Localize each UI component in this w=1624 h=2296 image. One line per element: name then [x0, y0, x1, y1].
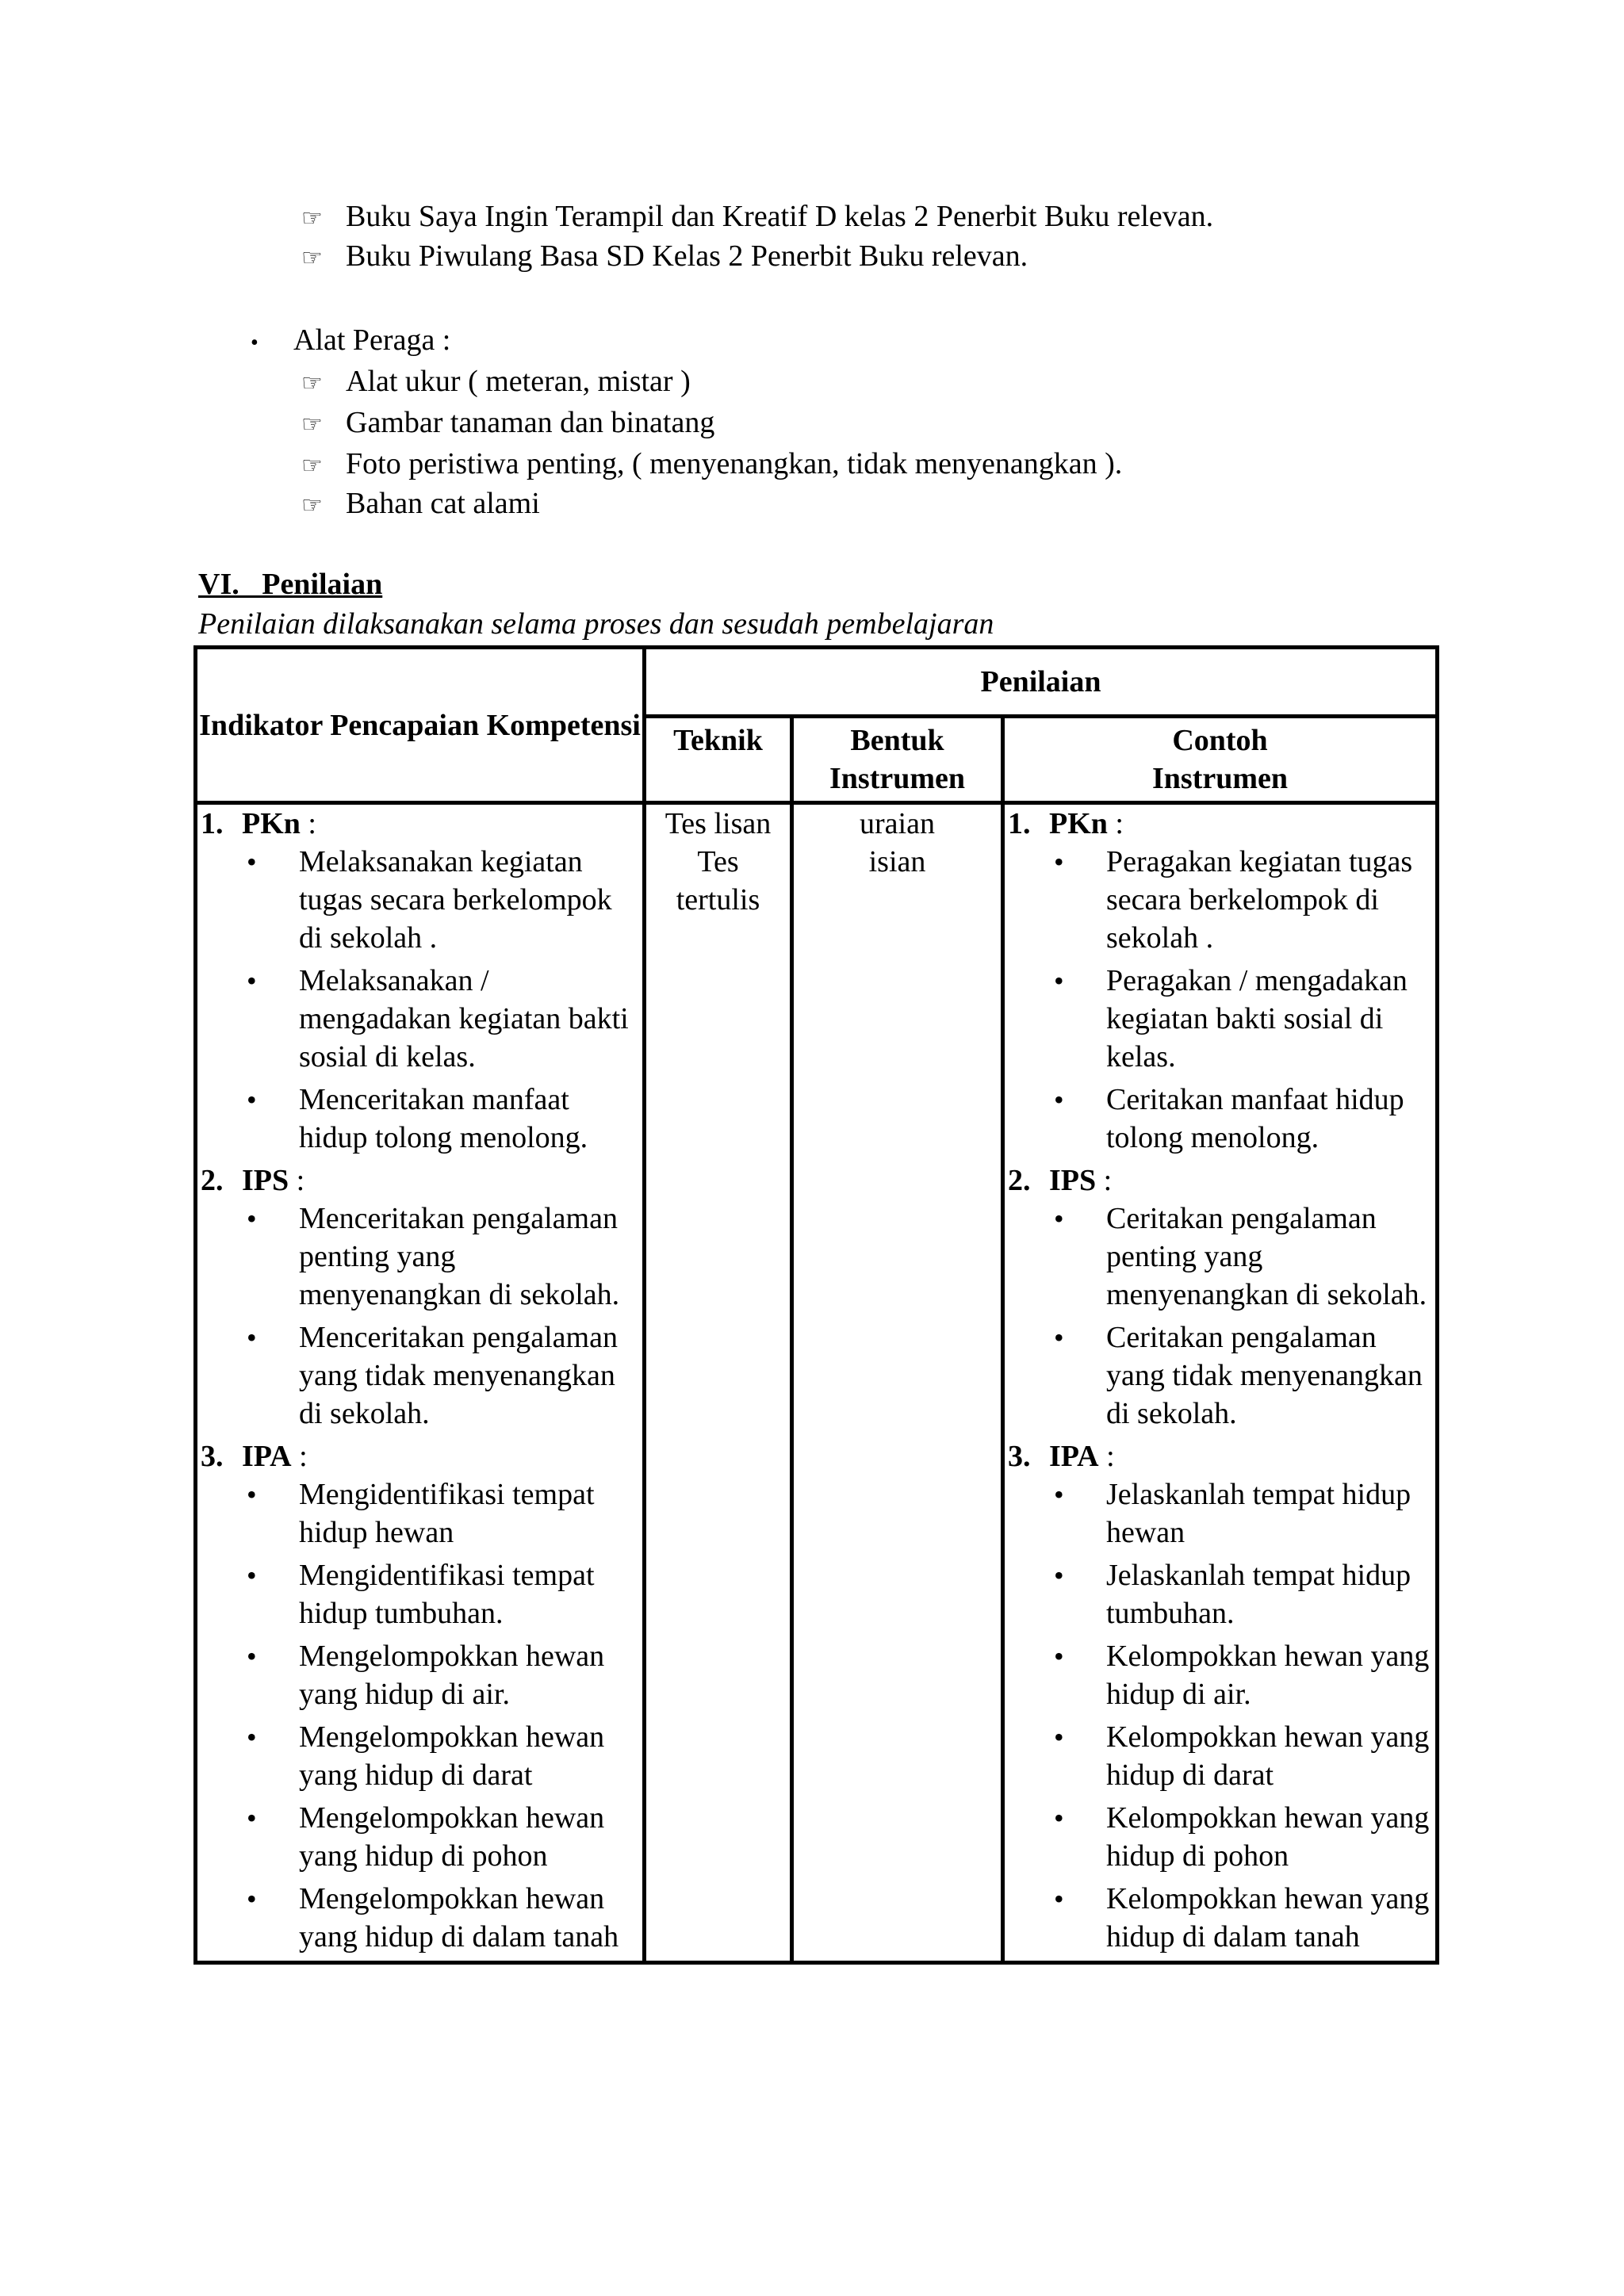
header-contoh: Contoh Instrumen	[1003, 717, 1438, 803]
alat-item: ☞ Bahan cat alami	[301, 484, 540, 526]
subject-name: PKn	[242, 807, 301, 840]
indikator-item: • Mengelompokkan hewan yang hidup di darat	[197, 1718, 642, 1794]
book-item: ☞ Buku Piwulang Basa SD Kelas 2 Penerbit Buku relevan.	[301, 236, 1028, 278]
pointing-hand-icon: ☞	[301, 245, 323, 271]
contoh-cell	[1003, 803, 1438, 1963]
contoh-item: • Kelompokkan hewan yang hidup di dalam tanah	[1005, 1880, 1435, 1956]
assessment-table	[193, 645, 1439, 1965]
indikator-item: • Mengelompokkan hewan yang hidup di dalam tanah	[197, 1880, 642, 1956]
pointing-hand-icon: ☞	[301, 453, 323, 479]
pointing-hand-icon: ☞	[301, 492, 323, 519]
teknik-item: Tes	[697, 845, 739, 878]
indikator-list	[197, 843, 642, 1157]
contoh-list	[1005, 843, 1435, 1157]
indikator-subject-heading: 2. IPS :	[197, 1161, 642, 1200]
indikator-item: • Mengelompokkan hewan yang hidup di air.	[197, 1637, 642, 1713]
indikator-item: • Melaksanakan / mengadakan kegiatan bakti sosial di kelas.	[197, 962, 642, 1076]
contoh-list	[1005, 1475, 1435, 1956]
subject-number: 2.	[201, 1164, 224, 1197]
subject-number: 1.	[1008, 807, 1031, 840]
indikator-subject-heading: 3. IPA :	[197, 1437, 642, 1475]
contoh-item: • Kelompokkan hewan yang hidup di pohon	[1005, 1799, 1435, 1875]
teknik-item: tertulis	[676, 883, 760, 916]
contoh-item: • Jelaskanlah tempat hidup hewan	[1005, 1475, 1435, 1552]
contoh-item: • Kelompokkan hewan yang hidup di darat	[1005, 1718, 1435, 1794]
indikator-list	[197, 1475, 642, 1956]
contoh-subject-heading: 3. IPA :	[1005, 1437, 1435, 1475]
bullet-icon: •	[251, 331, 259, 355]
alat-item: ☞ Gambar tanaman dan binatang	[301, 403, 714, 445]
pointing-hand-icon: ☞	[301, 370, 323, 396]
header-indikator: Indikator Pencapaian Kompetensi	[196, 648, 645, 803]
header-penilaian: Penilaian	[645, 648, 1438, 717]
indikator-item: • Melaksanakan kegiatan tugas secara berkelompok di sekolah .	[197, 843, 642, 957]
subject-name: IPS	[242, 1164, 289, 1197]
indikator-item: • Menceritakan pengalaman penting yang menyenangkan di sekolah.	[197, 1200, 642, 1314]
teknik-cell	[645, 803, 792, 1963]
contoh-item: • Peragakan kegiatan tugas secara berkelompok di sekolah .	[1005, 843, 1435, 957]
indikator-cell	[196, 803, 645, 1963]
subject-number: 3.	[201, 1440, 224, 1473]
contoh-item: • Ceritakan pengalaman yang tidak menyenangkan di sekolah.	[1005, 1318, 1435, 1433]
bentuk-item: uraian	[860, 807, 935, 840]
contoh-item: • Ceritakan pengalaman penting yang menyenangkan di sekolah.	[1005, 1200, 1435, 1314]
header-teknik: Teknik	[645, 717, 792, 803]
subject-name: IPS	[1049, 1164, 1097, 1197]
contoh-item: • Peragakan / mengadakan kegiatan bakti sosial di kelas.	[1005, 962, 1435, 1076]
subject-number: 2.	[1008, 1164, 1031, 1197]
header-bentuk: Bentuk Instrumen	[792, 717, 1003, 803]
section-title: VI. Penilaian	[198, 568, 383, 601]
subject-name: PKn	[1049, 807, 1108, 840]
teknik-item: Tes lisan	[665, 807, 772, 840]
indikator-item: • Mengelompokkan hewan yang hidup di pohon	[197, 1799, 642, 1875]
contoh-item: • Kelompokkan hewan yang hidup di air.	[1005, 1637, 1435, 1713]
subject-number: 3.	[1008, 1440, 1031, 1473]
subject-number: 1.	[201, 807, 224, 840]
book-item: ☞ Buku Saya Ingin Terampil dan Kreatif D kelas 2 Penerbit Buku relevan.	[301, 197, 1213, 239]
contoh-item: • Ceritakan manfaat hidup tolong menolong.	[1005, 1081, 1435, 1157]
alat-peraga-heading: • Alat Peraga :	[251, 320, 450, 363]
contoh-subject-heading: 1. PKn :	[1005, 805, 1435, 843]
indikator-item: • Mengidentifikasi tempat hidup tumbuhan.	[197, 1556, 642, 1632]
bentuk-item: isian	[868, 845, 926, 878]
contoh-list	[1005, 1200, 1435, 1433]
pointing-hand-icon: ☞	[301, 411, 323, 438]
indikator-item: • Mengidentifikasi tempat hidup hewan	[197, 1475, 642, 1552]
alat-item: ☞ Foto peristiwa penting, ( menyenangkan, tidak menyenangkan ).	[301, 444, 1122, 486]
section-subtitle: Penilaian dilaksanakan selama proses dan sesudah pembelajaran	[198, 607, 994, 641]
indikator-subject-heading: 1. PKn :	[197, 805, 642, 843]
indikator-list	[197, 1200, 642, 1433]
pointing-hand-icon: ☞	[301, 205, 323, 232]
subject-name: IPA	[242, 1440, 292, 1473]
subject-name: IPA	[1049, 1440, 1099, 1473]
bentuk-cell	[792, 803, 1003, 1963]
contoh-item: • Jelaskanlah tempat hidup tumbuhan.	[1005, 1556, 1435, 1632]
alat-item: ☞ Alat ukur ( meteran, mistar )	[301, 362, 691, 404]
indikator-item: • Menceritakan pengalaman yang tidak menyenangkan di sekolah.	[197, 1318, 642, 1433]
indikator-item: • Menceritakan manfaat hidup tolong menolong.	[197, 1081, 642, 1157]
contoh-subject-heading: 2. IPS :	[1005, 1161, 1435, 1200]
